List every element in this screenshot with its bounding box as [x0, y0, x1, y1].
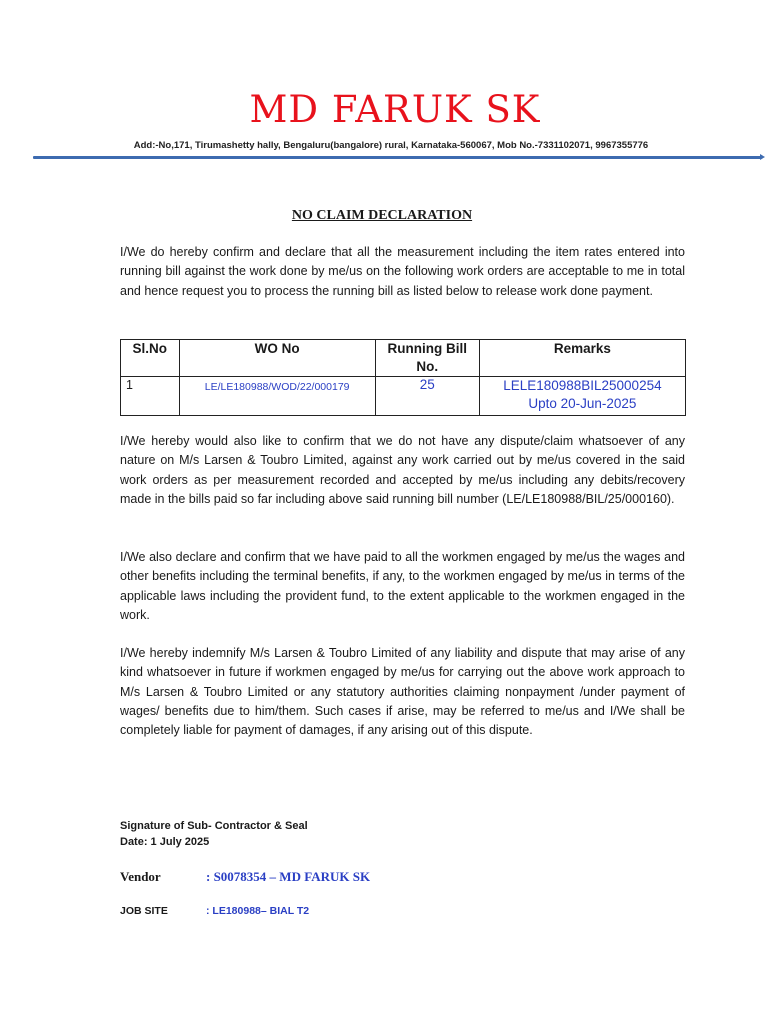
letterhead-address: Add:-No,171, Tirumashetty hally, Bengaluru(bangalore) rural, Karnataka-560067, Mob No.-7331102071, 9967355776	[133, 140, 649, 151]
table-header-row	[121, 340, 686, 377]
header-running-bill-line1: Running Bill	[387, 341, 467, 356]
header-running-bill	[375, 340, 479, 377]
vendor-value: : S0078354 – MD FARUK SK	[206, 869, 371, 884]
header-sl-no: Sl.No	[121, 340, 180, 377]
cell-remarks-bill-ref: LELE180988BIL25000254	[503, 378, 662, 393]
header-remarks: Remarks	[479, 340, 685, 377]
work-order-table	[120, 339, 686, 416]
signature-label: Signature of Sub- Contractor & Seal	[120, 820, 308, 832]
document-title: NO CLAIM DECLARATION	[291, 208, 473, 223]
job-site-label: JOB SITE	[120, 905, 168, 917]
vendor-label: Vendor	[120, 869, 161, 884]
header-running-bill-line2: No.	[416, 359, 439, 374]
workmen-paragraph: I/We also declare and confirm that we have paid to all the workmen engaged by me/us the wages and other benefits including the terminal benefits, if any, to the workmen engaged by me/us in terms of the applicable laws including the provident fund, to the extent applicable to the workmen engaged in the work.	[120, 550, 685, 622]
indemnify-paragraph: I/We hereby indemnify M/s Larsen & Toubro Limited of any liability and dispute that may arise of any kind whatsoever in future if workmen engaged by me/us for carrying out the above work approach to M/s Larsen & Toubro Limited or any statutory authorities claiming nonpayment /under payment of wages/ benefits due to him/them. Such cases if arise, may be referred to me/us and I/We shall be completely liable for payment of damages, if any arising out of this dispute.	[120, 646, 685, 738]
cell-sl-no: 1	[121, 377, 180, 416]
intro-paragraph: I/We do hereby confirm and declare that all the measurement including the item rates entered into running bill against the work done by me/us on the following work orders are acceptable to me in total and hence request you to process the running bill as listed below to release work done payment.	[120, 245, 685, 298]
cell-remarks	[479, 377, 685, 416]
header-wo-no: WO No	[179, 340, 375, 377]
letterhead-company-name: MD FARUK SK	[249, 88, 541, 131]
dispute-paragraph: I/We hereby would also like to confirm that we do not have any dispute/claim whatsoever of any nature on M/s Larsen & Toubro Limited, against any work carried out by me/us covered in the said work orders as per measurement recorded and accepted by me/us including any debits/recovery made in the bills paid so far including above said running bill number (LE/LE180988/BIL/25/000160).	[120, 434, 685, 506]
table-row	[121, 377, 686, 416]
signature-date: Date: 1 July 2025	[120, 836, 210, 848]
cell-wo-no: LE/LE180988/WOD/22/000179	[179, 377, 375, 416]
letterhead-divider-arrow	[760, 154, 765, 160]
cell-remarks-upto: Upto 20-Jun-2025	[528, 396, 637, 411]
job-site-value: : LE180988– BIAL T2	[206, 905, 310, 917]
cell-running-bill-no: 25	[375, 377, 479, 416]
letterhead-divider	[33, 156, 762, 159]
